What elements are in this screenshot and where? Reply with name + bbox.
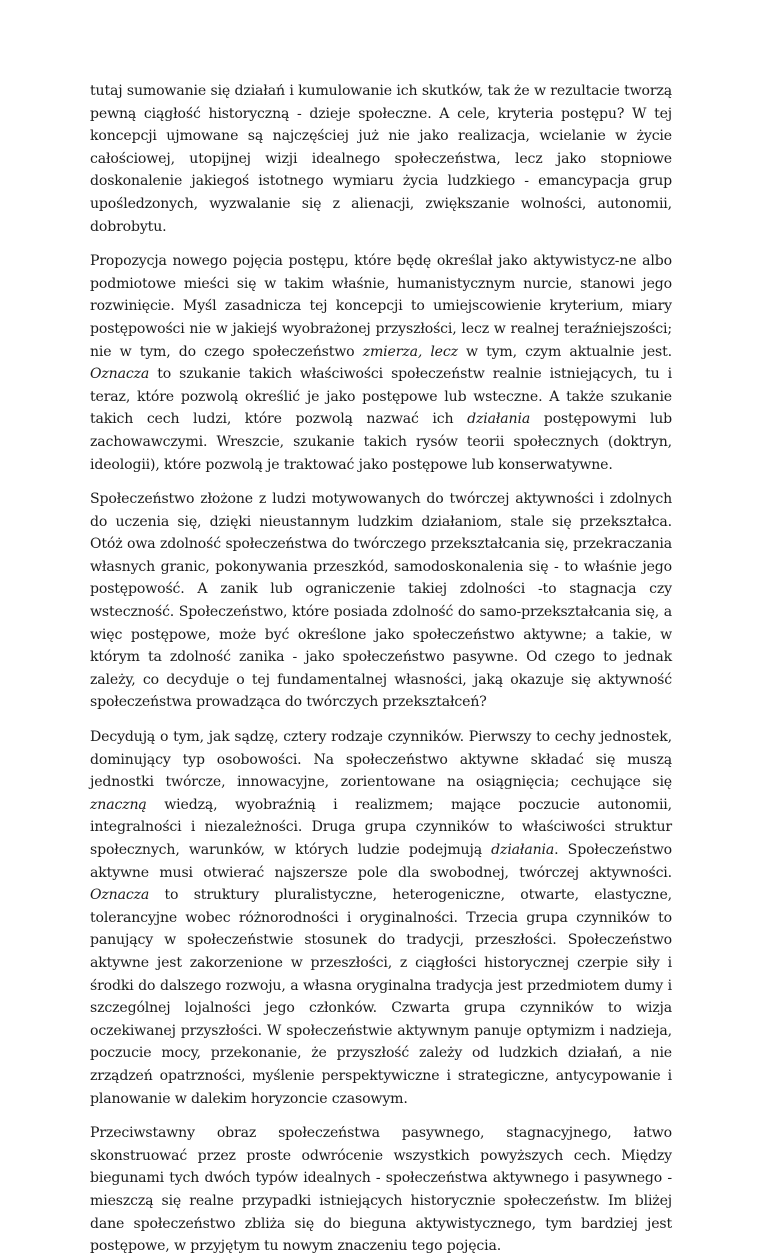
paragraph-5-text: Przeciwstawny obraz społeczeństwa pasywnego, stagnacyjnego, łatwo skonstruować przez proste odwrócenie wszystkich powyższych cech. Między biegunami tych dwóch typów idealnych - społeczeństwa aktywnego i pasywnego - mieszczą się realne przypadki istniejących historycznie społeczeństw. Im bliżej dane społeczeństwo zbliża się do bieguna aktywistycznego, tym bardziej jest postępowe, w przyjętym tu nowym znaczeniu tego pojęcia. (90, 1125, 672, 1255)
paragraph-3-text: Społeczeństwo złożone z ludzi motywowanych do twórczej aktywności i zdolnych do uczenia się, dzięki nieustannym ludzkim działaniom, stale się przekształca. Otóż owa zdolność społeczeństwa do twórczego przekształcania się, przekraczania własnych granic, pokonywania przeszkód, samodoskonalenia się - to właśnie jego postępowość. A zanik lub ograniczenie takiej zdolności -to stagnacja czy wsteczność. Społeczeństwo, które posiada zdolność do samo-przekształcania się, a więc postępowe, może być określone jako społeczeństwo aktywne; a takie, w którym ta zdolność zanika - jako społeczeństwo pasywne. Od czego to jednak zależy, co decyduje o tej fundamentalnej własności, jaką okazuje się aktywność społeczeństwa prowadząca do twórczych przekształceń? (90, 491, 672, 711)
paragraph-2-text: w tym, czym aktualnie jest. (457, 343, 672, 360)
paragraph-3 (90, 488, 672, 714)
paragraph-4-italic-dzialania: działania (491, 842, 555, 858)
paragraph-4-text: wiedzą, wyobraźnią i realizmem; mające poczucie autonomii, integralności i niezależności. Druga grupa czynników to właściwości struktur społecznych, warunków, w których ludzie podejmują (90, 796, 672, 858)
paragraph-1 (90, 80, 672, 238)
paragraph-5 (90, 1122, 672, 1258)
paragraph-1-text: tutaj sumowanie się działań i kumulowanie ich skutków, tak że w rezultacie tworzą pewną ciągłość historyczną - dzieje społeczne. A cele, kryteria postępu? W tej koncepcji ujmowane są najczęściej już nie jako realizacja, wcielanie w życie całościowej, utopijnej wizji idealnego społeczeństwa, lecz jako stopniowe doskonalenie jakiegoś istotnego wymiaru życia ludzkiego - emancypacja grup upośledzonych, wyzwalanie się z alienacji, zwiększanie wolności, autonomii, dobrobytu. (90, 83, 672, 235)
paragraph-2-text: Propozycja nowego pojęcia postępu, które będę określał jako aktywistycz-ne albo podmiotowe mieści się w takim właśnie, humanistycznym nurcie, stanowi jego rozwinięcie. Myśl zasadnicza tej koncepcji to umiejscowienie kryterium, miary postępowości nie w jakiejś wyobrażonej przyszłości, lecz w realnej teraźniejszości; nie w tym, do czego społeczeństwo (90, 253, 672, 360)
document-page (90, 80, 672, 1258)
paragraph-4-italic-znaczna: znaczną (90, 796, 147, 813)
paragraph-2-italic-zmierza: zmierza, lecz (362, 343, 458, 360)
paragraph-2-italic-oznacza: Oznacza (90, 366, 150, 383)
paragraph-2-text: to szukanie takich właściwości społeczeństw realnie istniejących, tu i teraz, które pozwolą określić je jako postępowe lub wsteczne. A także szukanie takich cech ludzi, które pozwolą nazwać ich (90, 366, 672, 428)
paragraph-4-italic-oznacza: Oznacza (90, 887, 150, 904)
paragraph-2 (90, 250, 672, 476)
paragraph-4-text: to struktury pluralistyczne, heterogeniczne, otwarte, elastyczne, tolerancyjne wobec różnorodności i oryginalności. Trzecia grupa czynników to panujący w społeczeństwie stosunek do tradycji, przeszłości. Społeczeństwo aktywne jest zakorzenione w przeszłości, z ciągłości historycznej czerpie siły i środki do dalszego rozwoju, a własna oryginalna tradycja jest przedmiotem dumy i szczególnej lojalności jego członków. Czwarta grupa czynników to wizja oczekiwanej przyszłości. W społeczeństwie aktywnym panuje optymizm i nadzieja, poczucie mocy, przekonanie, że przyszłość zależy od ludzkich działań, a nie zrządzeń opatrzności, myślenie perspektywiczne i strategiczne, antycypowanie i planowanie w dalekim horyzoncie czasowym. (90, 887, 672, 1107)
paragraph-4-text: Decydują o tym, jak sądzę, cztery rodzaje czynników. Pierwszy to cechy jednostek, dominujący typ osobowości. Na społeczeństwo aktywne składać się muszą jednostki twórcze, innowacyjne, zorientowane na osiągnięcia; cechujące się (90, 729, 672, 791)
paragraph-2-italic-dzialania: działania (467, 411, 531, 428)
paragraph-4 (90, 726, 672, 1110)
paragraph-2-text: postępowymi lub zachowawczymi. Wreszcie, szukanie takich rysów teorii społecznych (doktryn, ideologii), które pozwolą je traktować jako postępowe lub konserwatywne. (90, 411, 673, 473)
paragraph-4-text: . Społeczeństwo aktywne musi otwierać najszersze pole dla swobodnej, twórczej aktywności. (90, 842, 672, 881)
